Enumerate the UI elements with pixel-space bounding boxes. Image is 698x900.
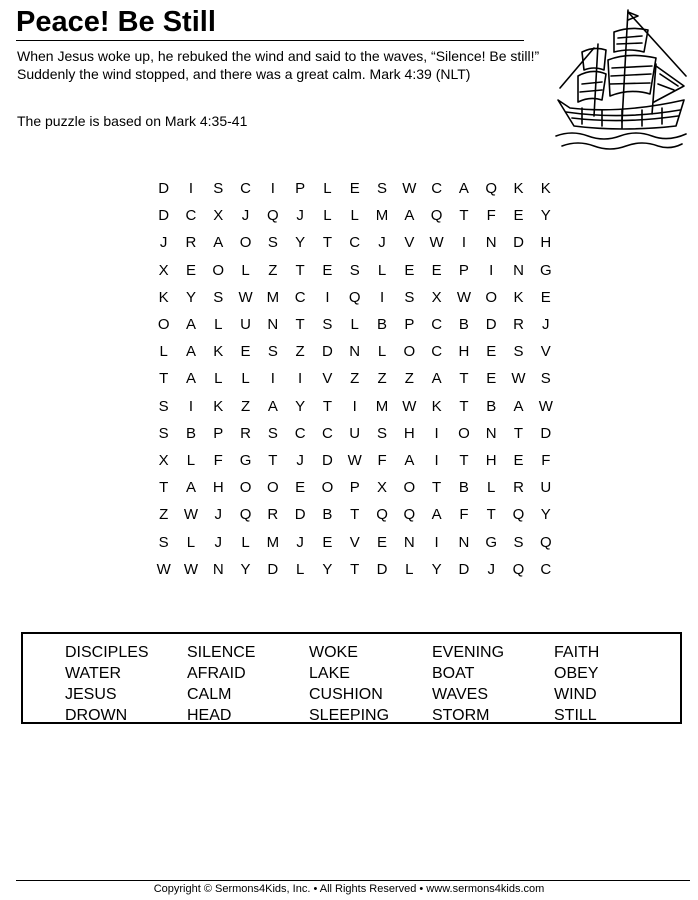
grid-letter: E (486, 343, 497, 361)
grid-letter: A (267, 397, 278, 415)
grid-letter: S (267, 424, 278, 442)
grid-letter: H (540, 234, 552, 252)
grid-row (150, 447, 559, 474)
grid-letter: Y (540, 506, 551, 524)
grid-letter: J (542, 316, 550, 334)
footer-divider (16, 880, 690, 881)
grid-letter: U (349, 424, 361, 442)
grid-letter: L (350, 316, 359, 334)
grid-letter: K (431, 397, 442, 415)
grid-letter: L (405, 560, 414, 578)
grid-letter: Q (348, 288, 361, 306)
grid-letter: I (270, 370, 275, 388)
grid-letter: L (186, 533, 196, 551)
grid-letter: J (378, 234, 386, 252)
grid-letter: K (213, 397, 224, 415)
grid-letter: G (239, 451, 252, 469)
grid-row (150, 474, 559, 501)
grid-letter: Z (350, 370, 360, 388)
grid-letter: Y (431, 560, 442, 578)
grid-letter: M (266, 533, 280, 551)
grid-letter: X (431, 288, 442, 306)
grid-letter: A (185, 316, 196, 334)
grid-letter: Y (185, 288, 196, 306)
grid-letter: Z (240, 397, 251, 415)
grid-letter: M (266, 288, 280, 306)
grid-letter: L (214, 370, 223, 388)
grid-letter: S (267, 343, 278, 361)
grid-letter: D (513, 234, 524, 252)
grid-letter: O (403, 479, 416, 497)
grid-letter: D (376, 560, 388, 578)
grid-letter: U (240, 316, 251, 334)
grid-letter: Y (322, 560, 333, 578)
grid-letter: E (513, 451, 524, 469)
grid-letter: C (431, 343, 443, 361)
grid-letter: W (183, 506, 199, 524)
grid-letter: L (377, 343, 387, 361)
word-bank-item: WIND (554, 686, 597, 703)
grid-letter: S (377, 424, 388, 442)
grid-letter: R (185, 234, 197, 252)
grid-letter: W (183, 560, 199, 578)
grid-letter: D (322, 343, 333, 361)
grid-letter: C (431, 180, 443, 198)
grid-letter: A (431, 370, 442, 388)
grid-letter: R (267, 506, 279, 524)
grid-row (150, 229, 559, 256)
grid-row (150, 420, 559, 447)
grid-letter: K (513, 180, 524, 198)
grid-letter: T (459, 451, 469, 469)
grid-letter: V (540, 343, 551, 361)
grid-letter: C (349, 234, 361, 252)
grid-letter: I (188, 397, 194, 415)
grid-letter: Q (512, 506, 525, 524)
grid-letter: A (431, 506, 442, 524)
grid-letter: J (214, 533, 222, 551)
word-bank-column (554, 642, 599, 726)
word-bank (21, 632, 682, 724)
grid-letter: C (322, 424, 333, 442)
grid-letter: J (296, 451, 304, 469)
grid-letter: O (239, 234, 252, 252)
grid-letter: E (240, 343, 251, 361)
word-bank-column (432, 642, 504, 726)
grid-letter: S (213, 180, 224, 198)
grid-letter: I (379, 288, 385, 306)
grid-letter: K (513, 288, 524, 306)
grid-letter: E (322, 533, 333, 551)
grid-letter: T (350, 506, 360, 524)
grid-letter: L (241, 533, 250, 551)
grid-letter: O (157, 316, 170, 334)
word-bank-item: OBEY (554, 665, 599, 682)
grid-letter: A (404, 451, 415, 469)
grid-letter: N (403, 533, 415, 551)
grid-letter: B (458, 316, 469, 334)
grid-letter: G (485, 533, 498, 551)
grid-letter: A (513, 397, 524, 415)
grid-letter: F (486, 207, 496, 225)
grid-letter: L (241, 261, 250, 279)
grid-letter: T (268, 451, 278, 469)
grid-letter: P (213, 424, 224, 442)
grid-row (150, 257, 559, 284)
grid-letter: N (513, 261, 524, 279)
grid-letter: E (404, 261, 415, 279)
grid-letter: Q (539, 533, 552, 551)
grid-letter: J (241, 207, 250, 225)
word-bank-item: WAVES (432, 686, 489, 703)
grid-letter: Q (430, 207, 443, 225)
grid-letter: I (352, 397, 357, 415)
grid-letter: B (322, 506, 333, 524)
grid-letter: D (294, 506, 306, 524)
grid-letter: T (350, 560, 360, 578)
grid-letter: W (511, 370, 526, 388)
grid-letter: I (298, 370, 303, 388)
grid-letter: E (322, 261, 333, 279)
grid-letter: Y (240, 560, 251, 578)
word-bank-item: EVENING (432, 644, 505, 661)
grid-letter: P (458, 261, 469, 279)
word-bank-item: WOKE (309, 644, 358, 661)
grid-letter: T (432, 479, 442, 497)
grid-letter: X (213, 207, 224, 225)
grid-letter: I (434, 424, 439, 442)
grid-letter: X (158, 261, 169, 279)
grid-letter: W (402, 397, 417, 415)
grid-letter: Y (540, 207, 551, 225)
grid-letter: T (159, 479, 169, 497)
grid-letter: D (158, 180, 170, 198)
grid-letter: I (270, 180, 275, 198)
grid-letter: W (238, 288, 253, 306)
grid-letter: S (158, 397, 169, 415)
grid-letter: U (540, 479, 552, 497)
copyright-footer: Copyright © Sermons4Kids, Inc. • All Rights Reserved • www.sermons4kids.com (153, 883, 545, 895)
grid-letter: W (347, 451, 362, 469)
grid-letter: A (185, 370, 196, 388)
grid-letter: S (158, 424, 169, 442)
grid-letter: A (185, 479, 196, 497)
grid-letter: A (185, 343, 196, 361)
grid-letter: L (377, 261, 387, 279)
grid-row (150, 311, 559, 338)
word-bank-column (309, 642, 389, 726)
grid-letter: N (349, 343, 361, 361)
grid-letter: T (513, 424, 524, 442)
grid-letter: E (540, 288, 551, 306)
grid-letter: L (186, 451, 196, 469)
grid-letter: B (377, 316, 388, 334)
grid-letter: E (185, 261, 196, 279)
grid-letter: B (458, 479, 469, 497)
grid-letter: O (321, 479, 334, 497)
grid-letter: C (185, 207, 197, 225)
grid-letter: W (156, 560, 171, 578)
grid-letter: A (213, 234, 224, 252)
grid-letter: I (434, 451, 439, 469)
grid-letter: Z (268, 261, 278, 279)
grid-letter: C (294, 424, 306, 442)
grid-letter: L (295, 560, 305, 578)
word-bank-item: DISCIPLES (65, 644, 149, 661)
grid-letter: D (458, 560, 470, 578)
grid-letter: R (513, 316, 524, 334)
grid-letter: O (403, 343, 416, 361)
grid-letter: E (377, 533, 388, 551)
grid-row (150, 338, 559, 365)
grid-row (150, 284, 559, 311)
grid-letter: S (377, 180, 388, 198)
grid-letter: D (540, 424, 552, 442)
grid-letter: L (323, 180, 332, 198)
grid-letter: H (485, 451, 497, 469)
grid-letter: P (404, 316, 415, 334)
grid-letter: S (267, 234, 278, 252)
grid-letter: L (159, 343, 168, 361)
grid-letter: D (158, 207, 170, 225)
grid-letter: V (349, 533, 360, 551)
grid-row (150, 175, 559, 202)
grid-letter: C (240, 180, 251, 198)
grid-letter: C (431, 316, 443, 334)
word-bank-column (65, 642, 149, 726)
grid-letter: Q (485, 180, 498, 198)
word-bank-item: JESUS (65, 686, 117, 703)
grid-letter: K (540, 180, 551, 198)
grid-letter: V (404, 234, 415, 252)
grid-letter: W (402, 180, 417, 198)
grid-row (150, 202, 559, 229)
grid-letter: T (459, 370, 469, 388)
title-underline (16, 40, 524, 41)
grid-letter: T (159, 370, 169, 388)
grid-letter: O (267, 479, 279, 497)
grid-letter: D (267, 560, 279, 578)
grid-letter: T (322, 234, 333, 252)
grid-letter: F (377, 451, 387, 469)
grid-letter: L (487, 479, 496, 497)
grid-letter: Q (239, 506, 252, 524)
grid-letter: K (158, 288, 169, 306)
grid-letter: T (459, 397, 469, 415)
grid-letter: N (212, 560, 224, 578)
grid-letter: J (214, 506, 222, 524)
word-bank-item: CUSHION (309, 686, 383, 703)
grid-letter: E (431, 261, 442, 279)
grid-letter: I (489, 261, 494, 279)
grid-letter: L (350, 207, 359, 225)
grid-letter: S (349, 261, 360, 279)
grid-letter: D (322, 451, 333, 469)
sailing-ship-icon (552, 4, 690, 154)
grid-letter: H (212, 479, 224, 497)
grid-letter: M (375, 397, 389, 415)
grid-letter: O (212, 261, 225, 279)
grid-letter: M (375, 207, 389, 225)
grid-letter: E (349, 180, 360, 198)
grid-letter: X (377, 479, 388, 497)
grid-letter: F (459, 506, 469, 524)
word-bank-item: SILENCE (187, 644, 256, 661)
grid-letter: O (239, 479, 252, 497)
grid-letter: I (188, 180, 194, 198)
grid-letter: C (294, 288, 306, 306)
grid-letter: F (541, 451, 551, 469)
grid-letter: Q (267, 207, 279, 225)
grid-letter: D (485, 316, 497, 334)
word-bank-item: FAITH (554, 644, 600, 661)
grid-letter: W (429, 234, 444, 252)
grid-letter: B (185, 424, 196, 442)
grid-letter: B (486, 397, 497, 415)
grid-letter: I (461, 234, 466, 252)
grid-row (150, 365, 559, 392)
grid-letter: T (295, 316, 305, 334)
grid-letter: S (322, 316, 333, 334)
grid-letter: Q (376, 506, 388, 524)
grid-letter: T (459, 207, 469, 225)
scripture-text: When Jesus woke up, he rebuked the wind and said to the waves, “Silence! Be still!” Suddenly the wind stopped, and there was a great calm. Mark 4:39 (NLT) (17, 48, 540, 82)
word-bank-item: BOAT (432, 665, 475, 682)
word-bank-item: AFRAID (187, 665, 246, 682)
grid-letter: E (295, 479, 306, 497)
grid-letter: A (458, 180, 469, 198)
word-bank-item: LAKE (309, 665, 350, 682)
grid-letter: X (158, 451, 169, 469)
grid-letter: N (485, 234, 497, 252)
grid-letter: Z (159, 506, 169, 524)
grid-letter: I (325, 288, 330, 306)
grid-letter: J (487, 560, 495, 578)
grid-letter: W (538, 397, 553, 415)
word-bank-item: DROWN (65, 707, 128, 724)
grid-letter: H (403, 424, 415, 442)
grid-letter: Z (295, 343, 305, 361)
grid-letter: Z (404, 370, 414, 388)
grid-letter: L (241, 370, 250, 388)
grid-row (150, 528, 559, 555)
word-bank-item: SLEEPING (309, 707, 390, 724)
word-bank-item: HEAD (187, 707, 232, 724)
grid-letter: S (213, 288, 224, 306)
puzzle-basis-text: The puzzle is based on Mark 4:35-41 (17, 113, 248, 129)
grid-letter: C (540, 560, 552, 578)
grid-letter: T (295, 261, 305, 279)
grid-letter: S (513, 533, 524, 551)
grid-letter: E (513, 207, 524, 225)
grid-letter: Q (403, 506, 416, 524)
grid-letter: V (322, 370, 333, 388)
grid-letter: N (267, 316, 279, 334)
grid-letter: Y (295, 234, 306, 252)
grid-letter: N (485, 424, 497, 442)
grid-letter: T (486, 506, 496, 524)
word-bank-item: WATER (65, 665, 121, 682)
grid-letter: Z (377, 370, 387, 388)
grid-letter: Y (295, 397, 306, 415)
grid-letter: H (458, 343, 470, 361)
grid-letter: O (458, 424, 470, 442)
word-bank-item: STORM (432, 707, 490, 724)
grid-letter: P (349, 479, 360, 497)
grid-letter: L (323, 207, 332, 225)
grid-letter: J (296, 207, 304, 225)
grid-letter: S (158, 533, 169, 551)
grid-letter: F (213, 451, 223, 469)
grid-row (150, 556, 559, 583)
grid-row (150, 501, 559, 528)
word-search-grid (150, 175, 559, 583)
grid-letter: E (486, 370, 497, 388)
grid-letter: N (458, 533, 470, 551)
grid-letter: R (513, 479, 524, 497)
grid-row (150, 393, 559, 420)
word-bank-item: STILL (554, 707, 597, 724)
grid-letter: J (296, 533, 304, 551)
word-bank-item: CALM (187, 686, 232, 703)
grid-letter: R (240, 424, 251, 442)
grid-letter: Q (512, 560, 525, 578)
grid-letter: L (214, 316, 223, 334)
grid-letter: J (159, 234, 168, 252)
grid-letter: P (295, 180, 306, 198)
grid-letter: I (434, 533, 439, 551)
grid-letter: O (485, 288, 498, 306)
grid-letter: W (456, 288, 471, 306)
word-bank-column (187, 642, 255, 726)
grid-letter: S (540, 370, 551, 388)
page-title: Peace! Be Still (16, 6, 216, 38)
grid-letter: S (404, 288, 415, 306)
grid-letter: S (513, 343, 524, 361)
grid-letter: K (213, 343, 224, 361)
grid-letter: T (322, 397, 333, 415)
grid-letter: A (404, 207, 415, 225)
grid-letter: G (539, 261, 552, 279)
